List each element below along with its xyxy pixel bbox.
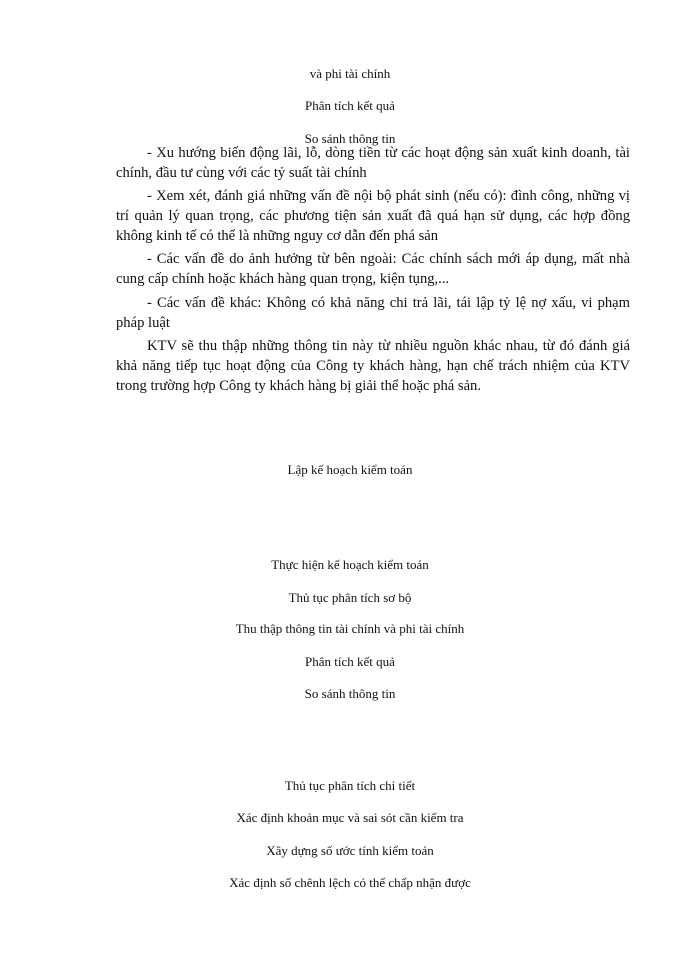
- flow-text-compare-info: So sánh thông tin: [304, 131, 396, 146]
- diagram-detailed-title: Thủ tục phân tích chi tiết: [284, 778, 416, 793]
- paragraph-trends: - Xu hướng biến động lãi, lỗ, dòng tiền từ các hoạt động sản xuất kinh doanh, tài chính, đầu tư cùng với các tỷ suất tài chính: [116, 145, 630, 181]
- diagram-compare-information: So sánh thông tin: [304, 686, 396, 701]
- diagram-planning: Lập kế hoạch kiểm toán: [287, 462, 413, 477]
- paragraph-auditor-conclusion: KTV sẽ thu thập những thông tin này từ nhiều nguồn khác nhau, từ đó đánh giá khả năng tiếp tục hoạt động của Công ty khách hàng, hạn chế trách nhiệm của KTV trong trường hợp Công ty khách hàng bị giải thể hoặc phá sản.: [116, 338, 630, 394]
- diagram-execution-title: Thực hiện kế hoạch kiểm toán: [271, 557, 429, 572]
- diagram-detailed-step-estimate: Xây dựng số ước tính kiểm toán: [266, 843, 434, 858]
- diagram-preliminary-procedure: Thủ tục phân tích sơ bộ: [288, 590, 412, 605]
- diagram-analyze-results: Phân tích kết quả: [305, 654, 395, 669]
- diagram-detailed-step-difference: Xác định số chênh lệch có thể chấp nhận được: [229, 875, 471, 890]
- diagram-detailed-step-identify: Xác định khoản mục và sai sót cần kiểm tra: [236, 810, 464, 825]
- paragraph-other-issues: - Các vấn đề khác: Không có khả năng chi trả lãi, tái lập tỷ lệ nợ xấu, vi phạm pháp luật: [116, 295, 630, 331]
- flow-text-non-financial: và phi tài chính: [309, 66, 391, 81]
- paragraph-internal-issues: - Xem xét, đánh giá những vấn đề nội bộ phát sinh (nếu có): đình công, những vị trí quản lý quan trọng, các phương tiện sản xuất đã quá hạn sử dụng, các hợp đồng không kinh tế có thể là những nguy cơ dẫn đến phá sản: [116, 188, 630, 244]
- diagram-collect-information: Thu thập thông tin tài chính và phi tài chính: [235, 621, 465, 636]
- paragraph-external-issues: - Các vấn đề do ảnh hưởng từ bên ngoài: Các chính sách mới áp dụng, mất nhà cung cấp chính hoặc khách hàng quan trọng, kiện tụng,...: [116, 251, 630, 287]
- flow-text-analyze-results: Phân tích kết quả: [305, 98, 395, 113]
